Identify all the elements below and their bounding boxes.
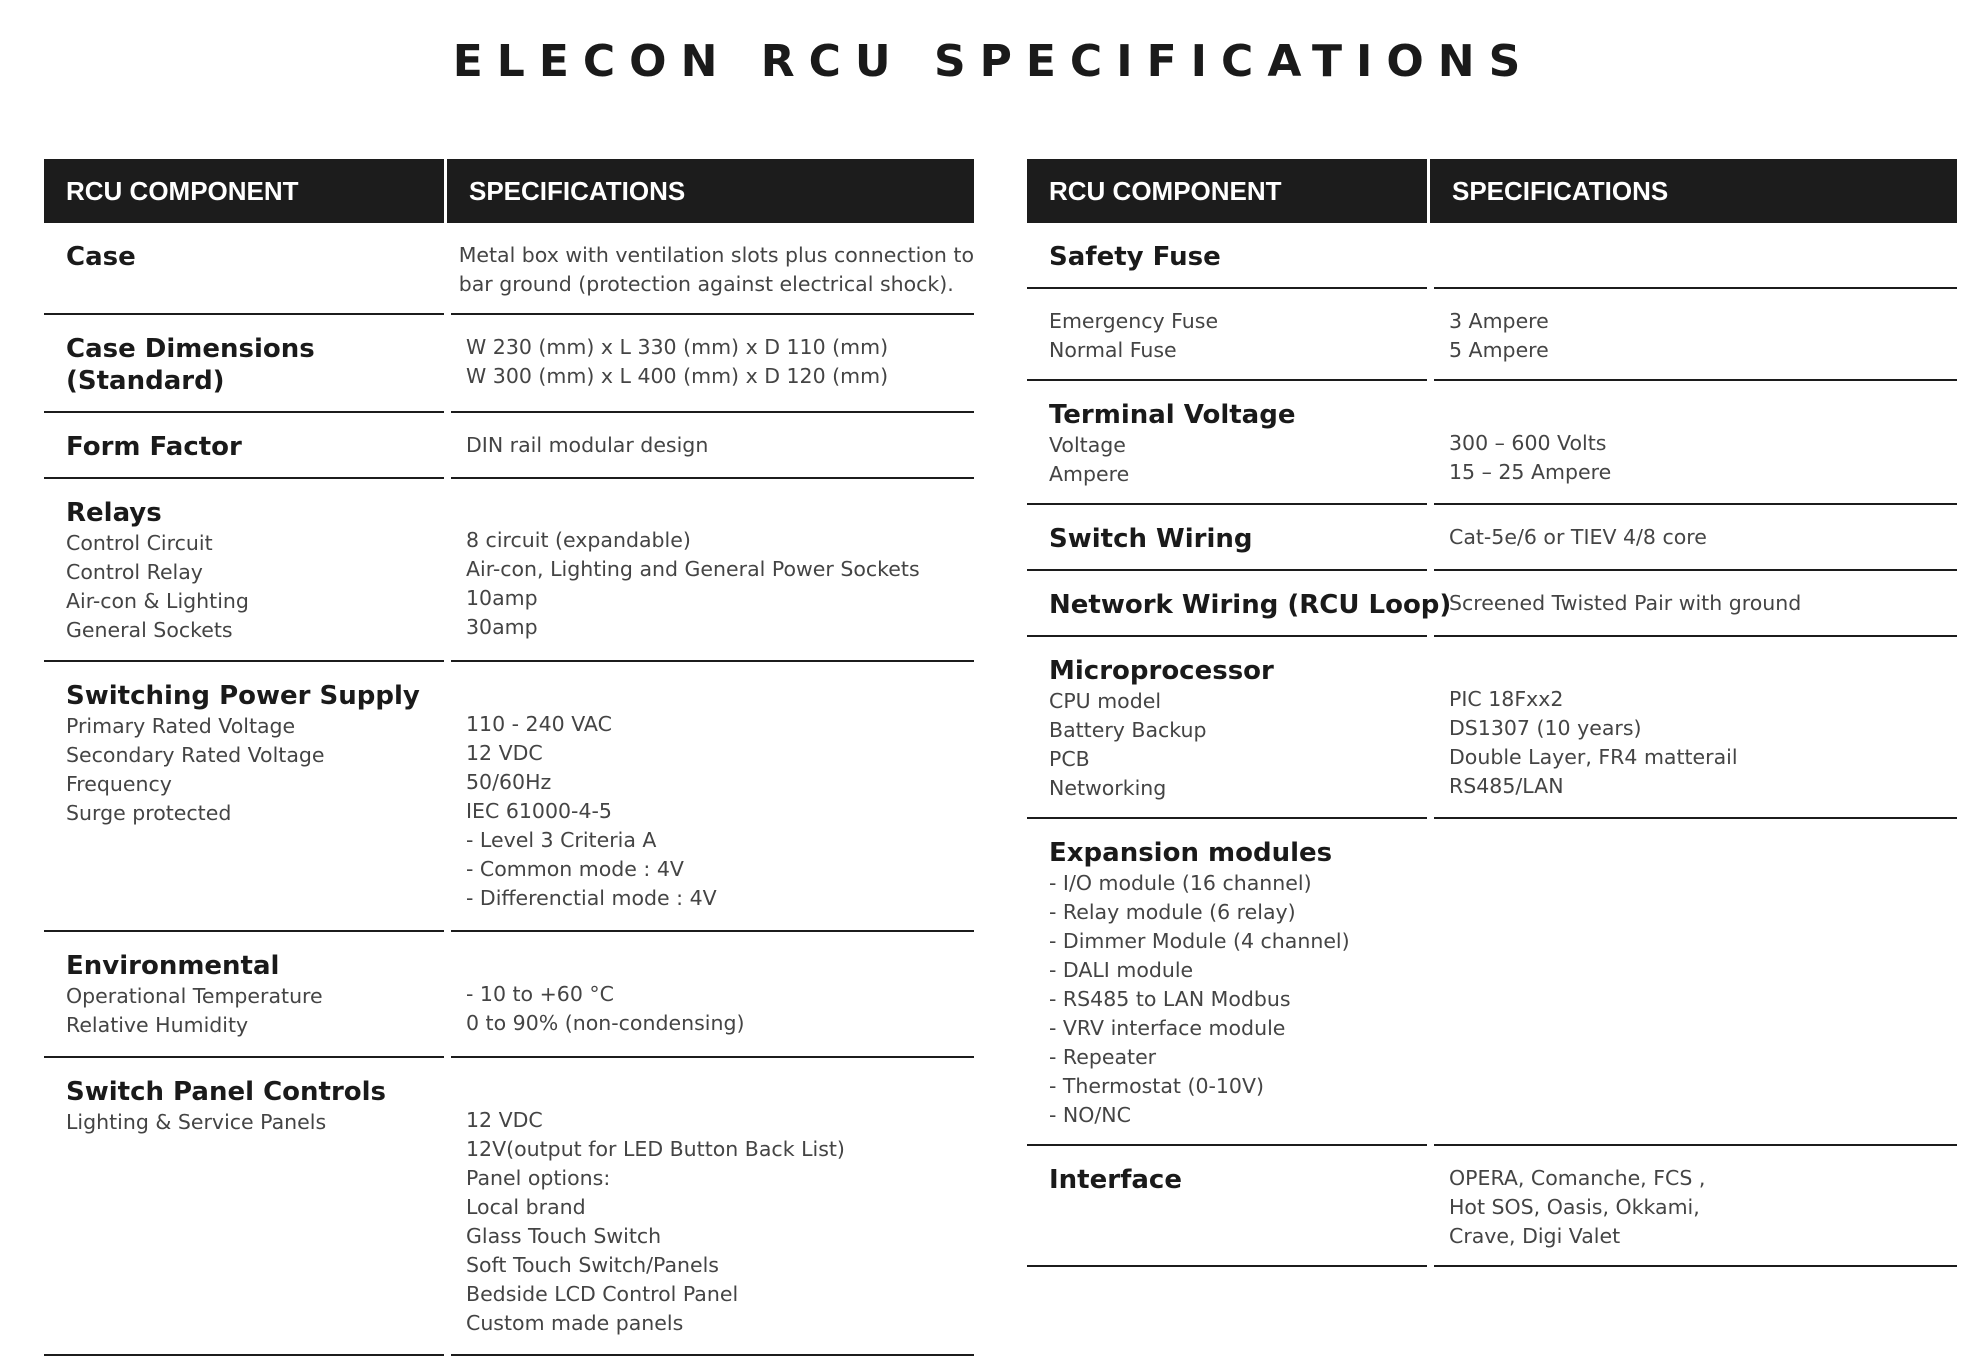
specification-value: 50/60Hz bbox=[466, 770, 552, 794]
specification-value: Glass Touch Switch bbox=[466, 1224, 662, 1248]
component-sub-item: Control Circuit bbox=[66, 531, 213, 555]
column-header-component: RCU COMPONENT bbox=[1049, 176, 1282, 206]
component-title: Safety Fuse bbox=[1049, 242, 1221, 272]
component-cell bbox=[1027, 223, 1427, 289]
component-sub-item: Control Relay bbox=[66, 560, 203, 584]
specification-values bbox=[466, 526, 974, 642]
specification-value: Metal box with ventilation slots plus connection to bbox=[458, 243, 974, 267]
component-sub-item: Voltage bbox=[1049, 433, 1126, 457]
component-title: Switch Wiring bbox=[1049, 524, 1253, 554]
table-header bbox=[1027, 159, 1957, 223]
specification-values bbox=[1449, 307, 1957, 365]
component-sub-item: - NO/NC bbox=[1049, 1103, 1131, 1127]
specification-values bbox=[1449, 589, 1957, 618]
component-title: Form Factor bbox=[66, 432, 242, 462]
component-sub-items bbox=[1049, 431, 1427, 489]
component-sub-item: Secondary Rated Voltage bbox=[66, 743, 325, 767]
row-divider-gap bbox=[444, 312, 451, 315]
specification-values bbox=[1449, 523, 1957, 552]
row-divider-gap bbox=[1427, 568, 1434, 571]
component-sub-item: Battery Backup bbox=[1049, 718, 1207, 742]
specification-value: 3 Ampere bbox=[1449, 309, 1549, 333]
specification-values bbox=[466, 1106, 974, 1338]
component-sub-item: Ampere bbox=[1049, 462, 1130, 486]
specification-values bbox=[1449, 429, 1957, 487]
specification-cell bbox=[1427, 289, 1957, 381]
row-divider-gap bbox=[444, 1353, 451, 1356]
specification-value: DS1307 (10 years) bbox=[1449, 716, 1642, 740]
component-cell bbox=[44, 413, 444, 479]
component-title: Network Wiring (RCU Loop) bbox=[1049, 590, 1452, 620]
table-row bbox=[44, 1058, 974, 1356]
component-sub-item: CPU model bbox=[1049, 689, 1162, 713]
specification-value: Air-con, Lighting and General Power Sockets bbox=[466, 557, 920, 581]
specification-value: bar ground (protection against electrical shock). bbox=[458, 272, 954, 296]
component-title: Terminal Voltage bbox=[1049, 400, 1296, 430]
component-cell bbox=[1027, 381, 1427, 505]
specification-value: 0 to 90% (non-condensing) bbox=[466, 1011, 745, 1035]
row-divider-gap bbox=[444, 1055, 451, 1058]
specification-value: W 300 (mm) x L 400 (mm) x D 120 (mm) bbox=[466, 364, 889, 388]
component-sub-item: Operational Temperature bbox=[66, 984, 323, 1008]
row-divider-gap bbox=[444, 476, 451, 479]
component-sub-items bbox=[66, 529, 444, 645]
table-header bbox=[44, 159, 974, 223]
row-divider-gap bbox=[444, 410, 451, 413]
table-row bbox=[1027, 381, 1957, 505]
specification-cell bbox=[1427, 381, 1957, 505]
column-header-specifications: SPECIFICATIONS bbox=[1427, 159, 1957, 223]
specification-cell bbox=[437, 223, 974, 315]
specification-cell bbox=[444, 662, 974, 932]
component-sub-item: - Dimmer Module (4 channel) bbox=[1049, 929, 1350, 953]
component-sub-item: - Repeater bbox=[1049, 1045, 1157, 1069]
specification-cell bbox=[444, 932, 974, 1058]
component-cell bbox=[1027, 819, 1427, 1146]
specification-values bbox=[466, 980, 974, 1038]
component-title: Microprocessor bbox=[1049, 656, 1274, 686]
specification-value: - Level 3 Criteria A bbox=[466, 828, 657, 852]
component-sub-item: Primary Rated Voltage bbox=[66, 714, 296, 738]
component-sub-item: Surge protected bbox=[66, 801, 232, 825]
specification-value: Cat-5e/6 or TIEV 4/8 core bbox=[1449, 525, 1707, 549]
component-sub-item: - DALI module bbox=[1049, 958, 1194, 982]
component-sub-item: - Thermostat (0-10V) bbox=[1049, 1074, 1264, 1098]
component-title: Switching Power Supply bbox=[66, 681, 420, 711]
specification-value: IEC 61000-4-5 bbox=[466, 799, 612, 823]
specification-value: Hot SOS, Oasis, Okkami, bbox=[1449, 1195, 1700, 1219]
component-cell bbox=[44, 315, 444, 413]
component-sub-items bbox=[1049, 687, 1427, 803]
table-row bbox=[1027, 289, 1957, 381]
component-sub-item: Normal Fuse bbox=[1049, 338, 1177, 362]
table-row bbox=[1027, 637, 1957, 819]
table-row bbox=[44, 932, 974, 1058]
specification-value: W 230 (mm) x L 330 (mm) x D 110 (mm) bbox=[466, 335, 889, 359]
component-title: Relays bbox=[66, 498, 162, 528]
specification-value: OPERA, Comanche, FCS , bbox=[1449, 1166, 1706, 1190]
specification-values bbox=[466, 431, 974, 460]
row-divider-gap bbox=[1427, 634, 1434, 637]
component-sub-item: Lighting & Service Panels bbox=[66, 1110, 327, 1134]
table-row bbox=[1027, 571, 1957, 637]
component-title: Environmental bbox=[66, 951, 280, 981]
row-divider-gap bbox=[1427, 378, 1434, 381]
row-divider-gap bbox=[444, 659, 451, 662]
component-sub-items bbox=[66, 1108, 444, 1137]
specification-value: 15 – 25 Ampere bbox=[1449, 460, 1612, 484]
row-divider-gap bbox=[1427, 502, 1434, 505]
specification-values bbox=[459, 241, 974, 299]
component-sub-items bbox=[66, 982, 444, 1040]
specification-cell bbox=[1427, 505, 1957, 571]
component-sub-item: Networking bbox=[1049, 776, 1167, 800]
row-divider-gap bbox=[1427, 1143, 1434, 1146]
specification-value: 300 – 600 Volts bbox=[1449, 431, 1607, 455]
component-sub-items bbox=[66, 712, 444, 828]
table-row bbox=[1027, 819, 1957, 1146]
specification-value: - Common mode : 4V bbox=[466, 857, 684, 881]
component-cell bbox=[1027, 1146, 1427, 1267]
component-cell bbox=[44, 932, 444, 1058]
specification-cell bbox=[1427, 637, 1957, 819]
specification-cell bbox=[444, 315, 974, 413]
specification-value: Local brand bbox=[466, 1195, 586, 1219]
table-row bbox=[44, 315, 974, 413]
specification-cell bbox=[444, 479, 974, 662]
specification-value: RS485/LAN bbox=[1449, 774, 1564, 798]
table-row bbox=[44, 479, 974, 662]
table-row bbox=[44, 662, 974, 932]
component-cell bbox=[44, 479, 444, 662]
specification-value: PIC 18Fxx2 bbox=[1449, 687, 1564, 711]
column-header-specifications: SPECIFICATIONS bbox=[444, 159, 974, 223]
specification-value: - Differenctial mode : 4V bbox=[466, 886, 717, 910]
component-title: Switch Panel Controls bbox=[66, 1077, 387, 1107]
specification-value: Panel options: bbox=[466, 1166, 611, 1190]
component-cell bbox=[44, 223, 437, 315]
specification-cell bbox=[444, 413, 974, 479]
specification-values bbox=[466, 333, 974, 391]
specification-values bbox=[1449, 1164, 1957, 1251]
row-divider-gap bbox=[1427, 816, 1434, 819]
specification-value: Double Layer, FR4 matterail bbox=[1449, 745, 1738, 769]
specification-value: Custom made panels bbox=[466, 1311, 684, 1335]
row-divider-gap bbox=[1427, 286, 1434, 289]
component-cell bbox=[44, 1058, 444, 1356]
spec-table-right bbox=[1027, 159, 1957, 1267]
component-sub-item: Emergency Fuse bbox=[1049, 309, 1219, 333]
specification-cell bbox=[1427, 819, 1957, 1146]
component-cell bbox=[1027, 289, 1427, 381]
specification-value: Screened Twisted Pair with ground bbox=[1449, 591, 1802, 615]
specification-cell bbox=[1427, 571, 1957, 637]
component-sub-item: - VRV interface module bbox=[1049, 1016, 1286, 1040]
component-cell bbox=[44, 662, 444, 932]
specification-value: 12V(output for LED Button Back List) bbox=[466, 1137, 845, 1161]
specification-value: 30amp bbox=[466, 615, 538, 639]
component-sub-item: PCB bbox=[1049, 747, 1090, 771]
component-sub-item: - Relay module (6 relay) bbox=[1049, 900, 1296, 924]
specification-values bbox=[1449, 685, 1957, 801]
specification-cell bbox=[444, 1058, 974, 1356]
spec-table-left bbox=[44, 159, 974, 1356]
row-divider-gap bbox=[444, 929, 451, 932]
row-divider-gap bbox=[1427, 1264, 1434, 1267]
specification-value: 10amp bbox=[466, 586, 538, 610]
specification-value: Bedside LCD Control Panel bbox=[466, 1282, 739, 1306]
specification-value: 12 VDC bbox=[466, 1108, 543, 1132]
component-sub-item: Air-con & Lighting bbox=[66, 589, 249, 613]
component-sub-item: Relative Humidity bbox=[66, 1013, 249, 1037]
specification-value: 5 Ampere bbox=[1449, 338, 1549, 362]
component-sub-items bbox=[1049, 869, 1427, 1130]
component-title: Expansion modules bbox=[1049, 838, 1333, 868]
component-sub-items bbox=[1049, 307, 1427, 365]
component-sub-item: General Sockets bbox=[66, 618, 233, 642]
table-row bbox=[1027, 1146, 1957, 1267]
component-sub-item: Frequency bbox=[66, 772, 172, 796]
specification-value: DIN rail modular design bbox=[466, 433, 709, 457]
table-row bbox=[44, 413, 974, 479]
specification-value: Crave, Digi Valet bbox=[1449, 1224, 1621, 1248]
component-title: Case bbox=[66, 242, 136, 272]
component-title: Case Dimensions (Standard) bbox=[66, 334, 315, 396]
component-title: Interface bbox=[1049, 1165, 1182, 1195]
specification-value: 8 circuit (expandable) bbox=[466, 528, 691, 552]
column-header-component: RCU COMPONENT bbox=[66, 176, 299, 206]
page-title: ELECON RCU SPECIFICATIONS bbox=[452, 36, 1535, 87]
specification-cell bbox=[1427, 223, 1957, 289]
table-row bbox=[1027, 223, 1957, 289]
component-sub-item: - RS485 to LAN Modbus bbox=[1049, 987, 1291, 1011]
table-row bbox=[1027, 505, 1957, 571]
specification-value: - 10 to +60 °C bbox=[466, 982, 614, 1006]
component-cell bbox=[1027, 505, 1427, 571]
component-cell bbox=[1027, 571, 1452, 637]
specification-cell bbox=[1427, 1146, 1957, 1267]
table-row bbox=[44, 223, 974, 315]
component-sub-item: - I/O module (16 channel) bbox=[1049, 871, 1312, 895]
specification-value: 12 VDC bbox=[466, 741, 543, 765]
specification-value: 110 - 240 VAC bbox=[466, 712, 612, 736]
specification-values bbox=[466, 710, 974, 913]
component-cell bbox=[1027, 637, 1427, 819]
specification-value: Soft Touch Switch/Panels bbox=[466, 1253, 719, 1277]
